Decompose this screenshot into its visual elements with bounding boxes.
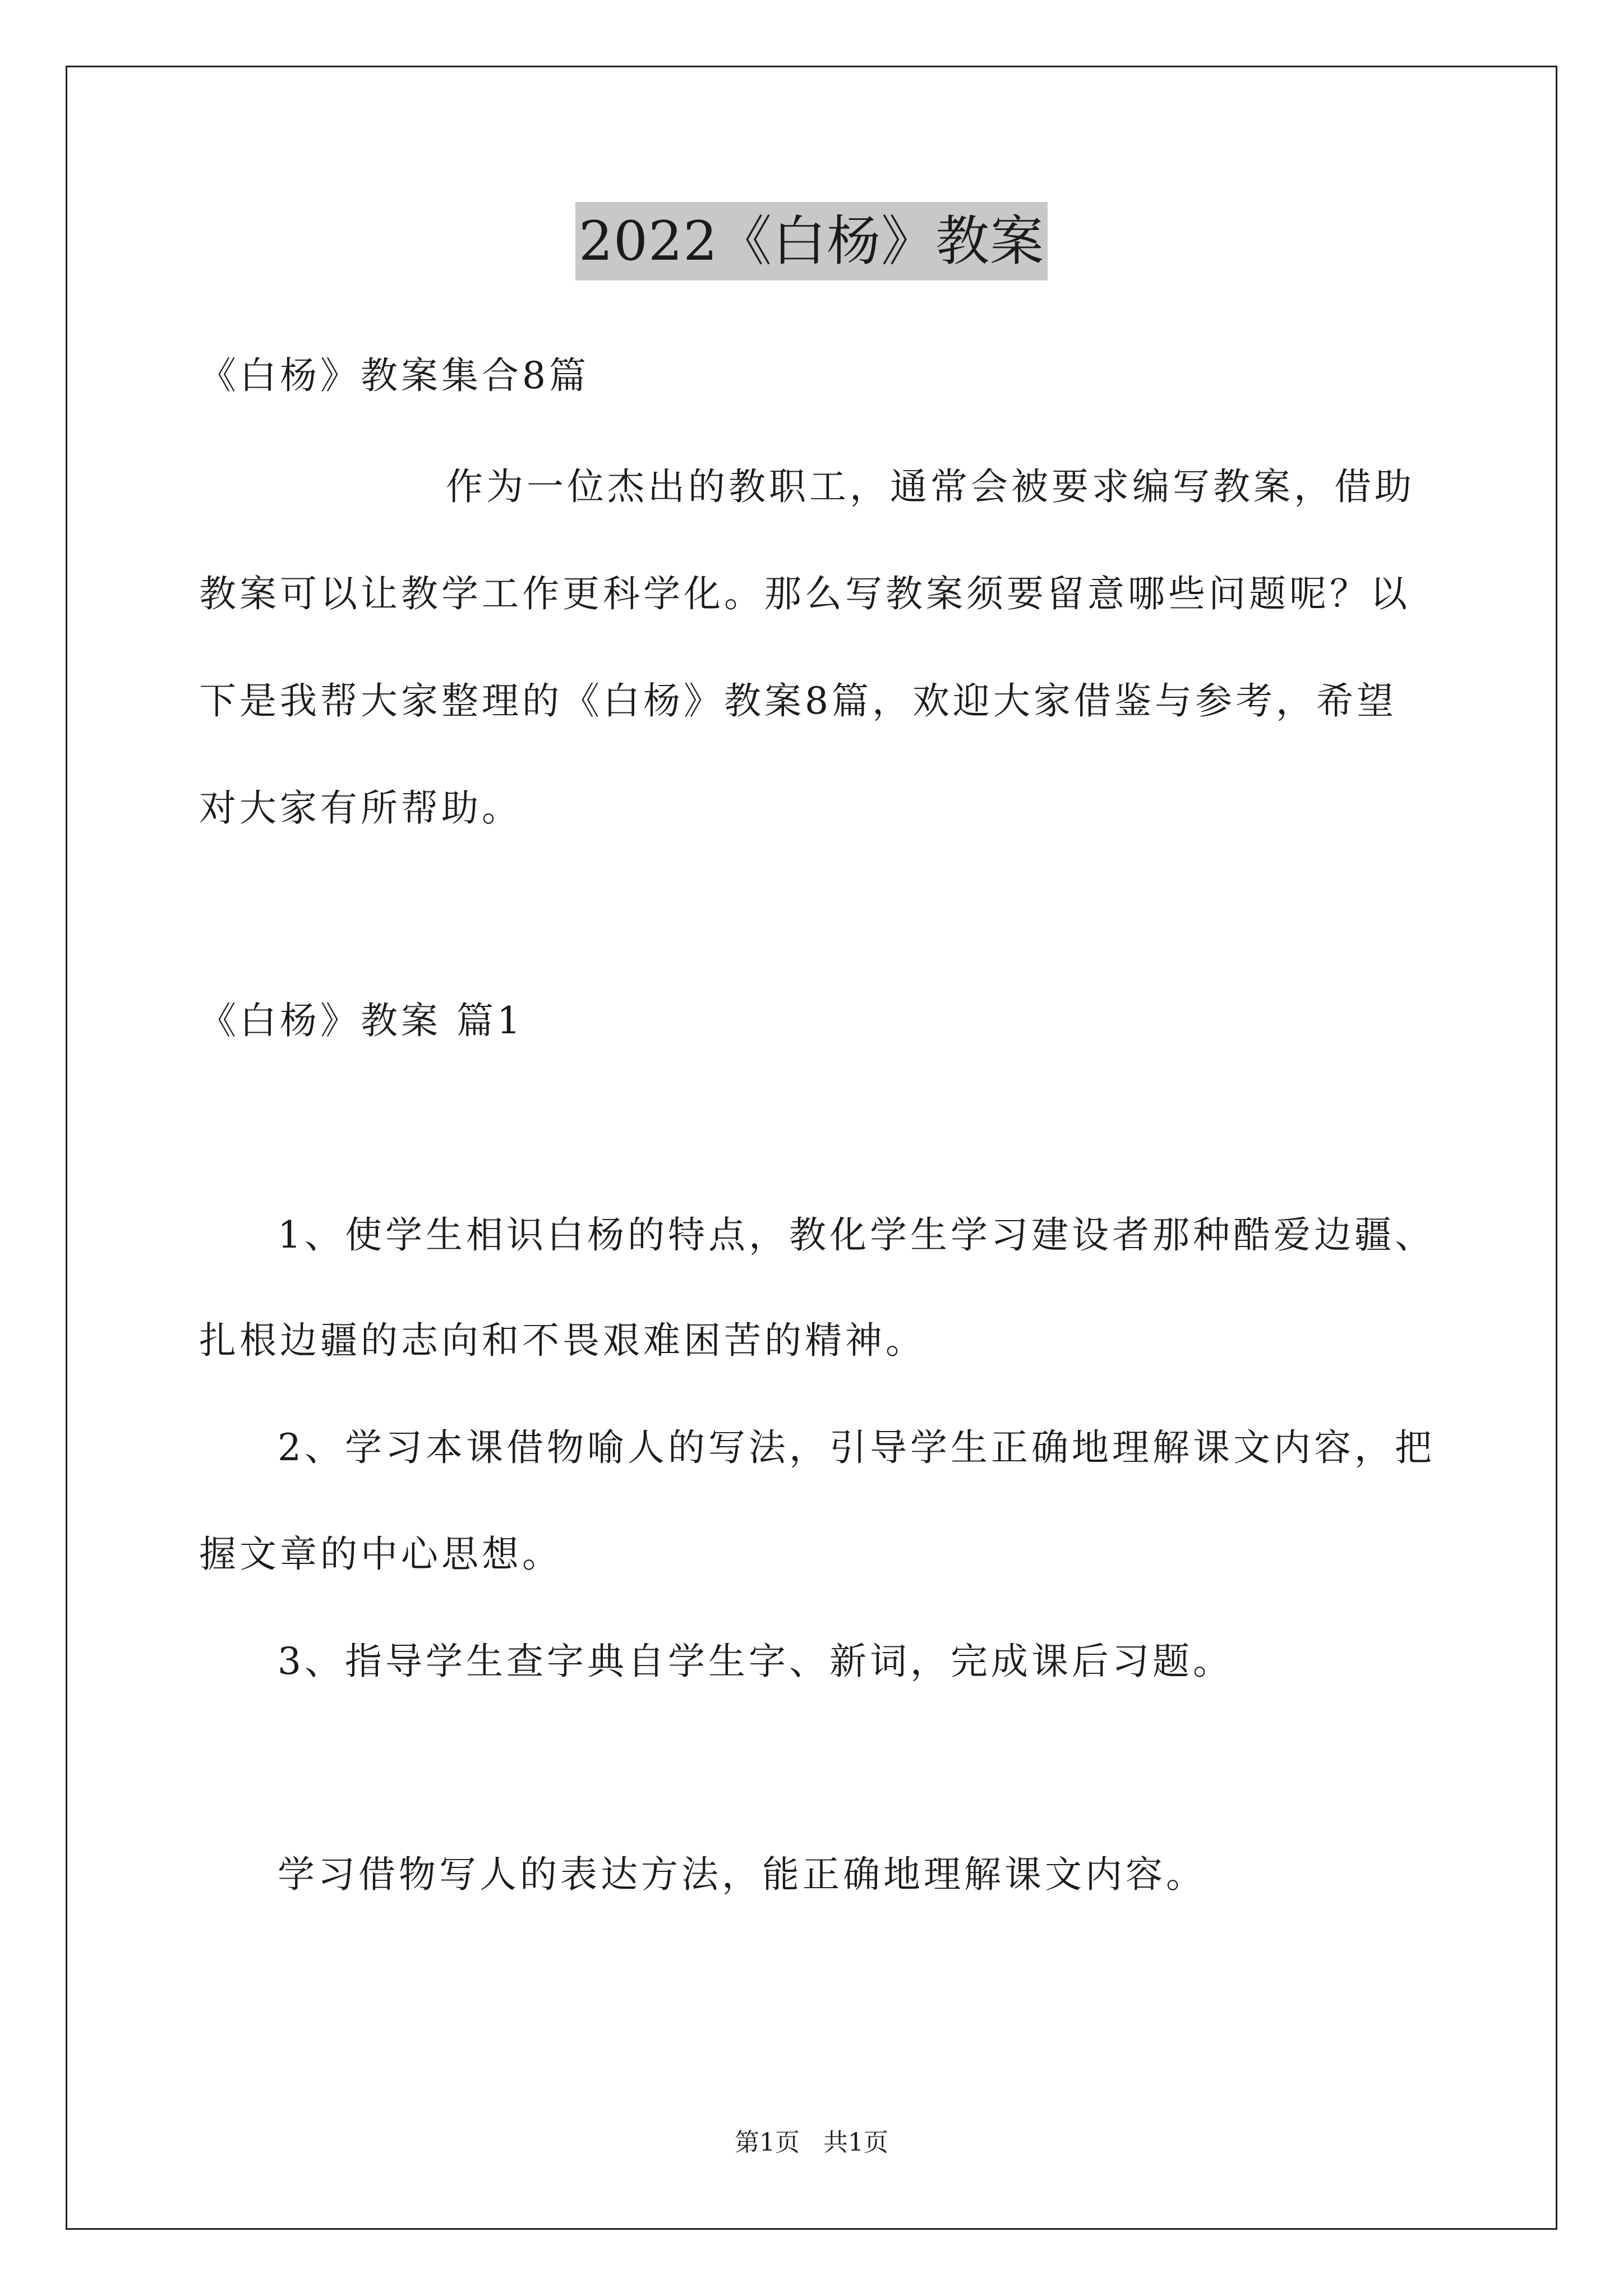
objective-line-5: 3、指导学生查字典自学生字、新词，完成课后习题。	[278, 1640, 1233, 1683]
page-footer: 第1页 共1页	[735, 2128, 888, 2157]
objective-line-3: 2、学习本课借物喻人的写法，引导学生正确地理解课文内容，把	[278, 1426, 1435, 1469]
title-wrap	[0, 202, 1623, 280]
document-title: 2022《白杨》教案	[575, 202, 1048, 280]
intro-line-3: 下是我帮大家整理的《白杨》教案8篇，欢迎大家借鉴与参考，希望	[199, 679, 1397, 723]
intro-line-4: 对大家有所帮助。	[199, 786, 522, 830]
objective-line-4: 握文章的中心思想。	[199, 1533, 562, 1576]
key-point: 学习借物写人的表达方法，能正确地理解课文内容。	[278, 1853, 1206, 1896]
intro-line-2: 教案可以让教学工作更科学化。那么写教案须要留意哪些问题呢？以	[199, 572, 1410, 615]
objective-line-2: 扎根边疆的志向和不畏艰难困苦的精神。	[199, 1319, 926, 1362]
objective-line-1: 1、使学生相识白杨的特点，教化学生学习建设者那种酷爱边疆、	[278, 1213, 1435, 1257]
intro-line-1: 作为一位杰出的教职工，通常会被要求编写教案，借助	[446, 465, 1415, 508]
section-heading: 《白杨》教案 篇1	[199, 999, 524, 1042]
document-subtitle: 《白杨》教案集合8篇	[199, 354, 589, 397]
